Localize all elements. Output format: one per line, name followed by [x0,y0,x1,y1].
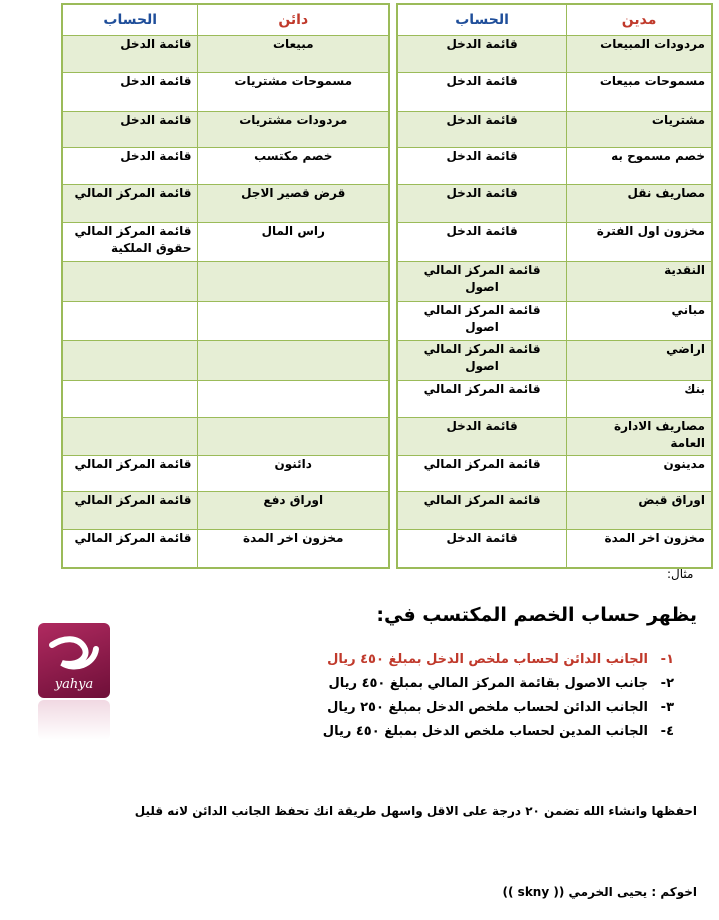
cell-account [62,381,198,418]
cell-credit [198,302,389,341]
table-header-row [62,4,389,36]
answer-options [323,648,674,744]
cell-account: قائمة الدخل [397,418,567,456]
cell-account: قائمة الدخل [62,148,198,185]
cell-credit: مخزون اخر المدة [198,530,389,568]
option-2[interactable] [323,672,674,696]
table-row [397,185,712,223]
table-row [397,262,712,302]
table-row [62,223,389,262]
debit-header: مدين [567,4,712,36]
table-row [397,530,712,568]
cell-debit: مصاريف نقل [567,185,712,223]
table-row [397,36,712,73]
cell-account: قائمة الدخل [397,73,567,112]
cell-account: قائمة المركز المالي اصول [397,262,567,302]
logo-text: yahya [54,677,94,692]
yahya-logo [38,623,110,698]
cell-credit [198,262,389,302]
table-row [397,492,712,530]
table-row [62,148,389,185]
cell-credit: خصم مكتسب [198,148,389,185]
debit-table-body [397,36,712,568]
option-1[interactable] [323,648,674,672]
cell-account: قائمة المركز المالي [62,456,198,492]
table-row [397,302,712,341]
cell-credit: مبيعات [198,36,389,73]
cell-debit: مشتريات [567,112,712,148]
table-row [397,418,712,456]
cell-account: قائمة المركز المالي [62,492,198,530]
cell-debit: مسموحات مبيعات [567,73,712,112]
cell-account: قائمة المركز المالي [62,530,198,568]
table-row [62,341,389,381]
account-header: الحساب [397,4,567,36]
cell-debit: مباني [567,302,712,341]
cell-account: قائمة المركز المالي [397,381,567,418]
cell-account: قائمة المركز المالي [62,185,198,223]
table-row [397,148,712,185]
credit-table-body [62,36,389,568]
logo-swirl-icon [38,623,110,683]
cell-account: قائمة الدخل [397,185,567,223]
cell-account: قائمة الدخل [397,148,567,185]
table-row [62,73,389,112]
cell-debit: مردودات المبيعات [567,36,712,73]
table-row [397,381,712,418]
table-row [62,302,389,341]
cell-debit: مدينون [567,456,712,492]
option-text: الجانب الدائن لحساب ملخص الدخل بمبلغ ٢٥٠ ريال [327,700,648,715]
table-row [397,73,712,112]
cell-account: قائمة الدخل [62,36,198,73]
table-row [397,456,712,492]
cell-account: قائمة المركز المالي [397,492,567,530]
cell-account [62,262,198,302]
table-row [62,262,389,302]
cell-debit: بنك [567,381,712,418]
cell-debit: مصاريف الادارة العامة [567,418,712,456]
cell-account: قائمة الدخل [397,223,567,262]
cell-account: قائمة الدخل [397,530,567,568]
option-3[interactable] [323,696,674,720]
debit-accounts-table [396,3,713,569]
table-row [62,456,389,492]
table-header-row [397,4,712,36]
cell-credit [198,381,389,418]
table-row [62,492,389,530]
cell-debit: النقدية [567,262,712,302]
cell-credit: دائنون [198,456,389,492]
cell-debit: اراضي [567,341,712,381]
cell-account [62,418,198,456]
option-text: الجانب الدائن لحساب ملخص الدخل بمبلغ ٤٥٠ ريال [327,652,648,667]
cell-account [62,302,198,341]
cell-credit [198,341,389,381]
option-text: الجانب المدين لحساب ملخص الدخل بمبلغ ٤٥٠ ريال [322,724,648,739]
table-row [397,112,712,148]
account-header: الحساب [62,4,198,36]
cell-account: قائمة الدخل [397,112,567,148]
cell-account: قائمة المركز المالي [397,456,567,492]
cell-account: قائمة الدخل [397,36,567,73]
table-row [397,341,712,381]
table-row [62,381,389,418]
table-row [62,112,389,148]
cell-debit: مخزون اول الفترة [567,223,712,262]
cell-credit: قرض قصير الاجل [198,185,389,223]
credit-header: دائن [198,4,389,36]
cell-account: قائمة الدخل [62,73,198,112]
cell-debit: اوراق قبض [567,492,712,530]
table-row [62,418,389,456]
table-row [62,36,389,73]
table-row [397,223,712,262]
credit-accounts-table [61,3,390,569]
cell-debit: خصم مسموح به [567,148,712,185]
option-number: ١- [660,652,674,667]
table-row [62,185,389,223]
option-text: جانب الاصول بقائمة المركز المالي بمبلغ ٤٥٠ ريال [328,676,648,691]
option-4[interactable] [323,720,674,744]
option-number: ٣- [660,700,674,715]
option-number: ٤- [660,724,674,739]
cell-credit [198,418,389,456]
cell-account: قائمة المركز المالي حقوق الملكية [62,223,198,262]
cell-credit: مردودات مشتريات [198,112,389,148]
example-label: مثال: [667,567,694,581]
signature: اخوكم : يحيى الخرمي (( skny )) [502,885,697,899]
question-title: يظهر حساب الخصم المكتسب في: [376,604,697,626]
cell-credit: راس المال [198,223,389,262]
study-note: احفظها وانشاء الله تضمن ٢٠ درجة على الاقل واسهل طريقة انك تحفظ الجانب الدائن لانه قليل [134,804,697,818]
cell-account [62,341,198,381]
cell-account: قائمة المركز المالي اصول [397,341,567,381]
table-row [62,530,389,568]
cell-account: قائمة المركز المالي اصول [397,302,567,341]
logo-reflection [38,700,110,740]
cell-account: قائمة الدخل [62,112,198,148]
cell-credit: مسموحات مشتريات [198,73,389,112]
cell-credit: اوراق دفع [198,492,389,530]
option-number: ٢- [660,676,674,691]
cell-debit: مخزون اخر المدة [567,530,712,568]
